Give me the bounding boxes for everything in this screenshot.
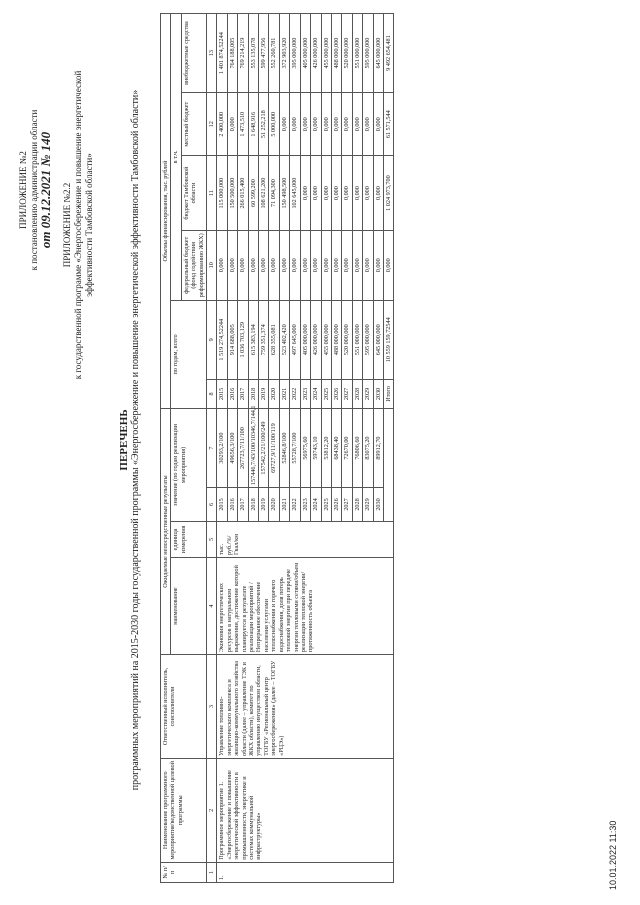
value-amount: 59743,10 [311,409,321,488]
column-number: 5 [207,521,217,557]
funding-regional: 266 015,400 [238,156,248,230]
total-extra: 9 492 654,481 [383,14,393,93]
funding-total: 455 000,000 [321,300,331,379]
funding-extra: 599 477,956 [259,14,269,93]
funding-extra: 520 000,000 [342,14,352,93]
funding-regional: 0,000 [331,156,341,230]
value-amount: 72670,00 [342,409,352,488]
funding-federal: 0,000 [248,230,258,300]
column-number: 13 [207,14,217,93]
value-year: 2021 [279,488,289,522]
funding-local: 0,000 [342,93,352,156]
funding-federal: 0,000 [373,230,383,300]
funding-regional: 115 000,000 [217,156,227,230]
funding-local: 0,000 [363,93,373,156]
document-title [118,25,142,855]
value-year: 2023 [300,488,310,522]
value-amount: 49656,3/100 [227,409,237,488]
funding-total: 405 000,000 [300,300,310,379]
funding-year: 2017 [238,379,248,408]
appendix2-title: ПРИЛОЖЕНИЕ №2.2 [62,182,72,268]
column-number: 6 [207,488,217,522]
funding-extra: 1 401 874,52244 [217,14,227,93]
funding-local: 0,000 [290,93,300,156]
total-sum: 10 559 159,72544 [383,300,393,379]
funding-total: 628 355,081 [269,300,279,379]
funding-year: 2030 [373,379,383,408]
funding-total: 645 000,000 [373,300,383,379]
value-year: 2026 [331,488,341,522]
column-number: 12 [207,93,217,156]
total-empty-value [383,409,393,522]
funding-total: 759 351,374 [259,300,269,379]
value-year: 2030 [373,488,383,522]
funding-year: 2021 [279,379,289,408]
funding-federal: 0,000 [217,230,227,300]
funding-total: 615 383,194 [248,300,258,379]
funding-regional: 102 645,000 [290,156,300,230]
funding-regional: 150 498,500 [279,156,289,230]
funding-federal: 0,000 [269,230,279,300]
funding-year: 2015 [217,379,227,408]
column-number: 8 [207,379,217,408]
header-funding-group: Объемы финансирования, тыс. рублей [161,14,171,409]
funding-extra: 405 000,000 [300,14,310,93]
funding-total: 520 000,000 [342,300,352,379]
funding-local: 1 473,510 [238,93,248,156]
column-number-row [207,14,217,883]
value-amount: 52846,8/100 [279,409,289,488]
funding-total: 497 645,000 [290,300,300,379]
value-amount: 55728,7/100 [290,409,300,488]
appendix2-program-line2: эффективности Тамбовской области» [84,153,94,297]
funding-total: 914 688,005 [227,300,237,379]
value-amount: 83075,20 [363,409,373,488]
funding-extra: 551 000,000 [352,14,362,93]
funding-year: 2028 [352,379,362,408]
funding-regional: 71 094,300 [269,156,279,230]
funding-federal: 0,000 [311,230,321,300]
funding-federal: 0,000 [321,230,331,300]
value-year: 2028 [352,488,362,522]
header-incl: в т.ч. [171,14,181,301]
header-result-name: наименование [171,558,207,655]
value-amount: 30293,2/100 [217,409,227,488]
funding-total: 551 000,000 [352,300,362,379]
funding-regional: 0,000 [321,156,331,230]
value-year: 2018 [248,488,258,522]
appendix2-program-line1: к государственной программе «Энергосбережение и повышение энергетической [73,70,83,380]
value-year: 2024 [311,488,321,522]
header-num: № п/п [161,862,207,882]
funding-year: 2027 [342,379,352,408]
funding-total: 595 000,000 [363,300,373,379]
title-perechen: ПЕРЕЧЕНЬ [118,409,130,471]
header-results-group: Ожидаемые непосредственные результаты [161,409,171,655]
header-by-year: по годам, всего [171,300,207,408]
header-name: Наименование программного мероприятия/ведомственной целевой программы [161,758,207,862]
handwritten-date-signature: от 09.12.2021 № 140 [38,131,53,249]
funding-extra: 488 000,000 [331,14,341,93]
value-year: 2020 [269,488,279,522]
funding-year: 2023 [300,379,310,408]
executor: Управление топливно-энергетического комплекса и жилищно-коммунального хозяйства области (далее – управление ТЭК и ЖКХ области), комитет по управлению имуществом области, ТОГБУ «Региональный центр энергосбережения» (далее – ТОГБУ «РЦЭ») [217,655,394,759]
column-number: 9 [207,300,217,379]
value-amount: 53812,20 [321,409,331,488]
funding-extra: 769 214,219 [238,14,248,93]
funding-extra: 764 188,005 [227,14,237,93]
value-year: 2016 [227,488,237,522]
funding-regional: 0,000 [363,156,373,230]
funding-extra: 372 903,920 [279,14,289,93]
result-name: Экономия энергетических ресурсов в натуральном выражении, достижение которой планируется в результате реализации мероприятий /Непрерывное обеспечение населения услугами теплоснабжения и горячего водоснабжения, доля потерь тепловой энергии при передаче энергии тепловыми сетями/объем реализации тепловой энергии/протяженность объекта [217,558,394,655]
funding-extra: 553 135,078 [248,14,258,93]
total-label: Итого [383,379,393,408]
funding-year: 2025 [321,379,331,408]
funding-regional: 60 599,200 [248,156,258,230]
column-number: 7 [207,409,217,488]
header-executor: Ответственный исполнитель, соисполнители [161,655,207,759]
funding-local: 0,000 [311,93,321,156]
header-extra: внебюджетные средства [181,14,206,93]
funding-local: 0,000 [331,93,341,156]
funding-federal: 0,000 [290,230,300,300]
funding-year: 2019 [259,379,269,408]
funding-regional: 0,000 [311,156,321,230]
funding-year: 2029 [363,379,373,408]
value-year: 2022 [290,488,300,522]
funding-federal: 0,000 [331,230,341,300]
header-value: значение (по годам реализации мероприятия) [171,409,207,522]
column-number: 2 [207,758,217,862]
funding-federal: 0,000 [300,230,310,300]
funding-extra: 426 000,000 [311,14,321,93]
title-description: программных мероприятий на 2015-2030 годы государственной программы «Энергосбережение и повышение энергетической эффективности Тамбовской области» [130,89,141,791]
funding-local: 1 648,916 [248,93,258,156]
value-amount: 267723,7/11/100 [238,409,248,488]
funding-federal: 0,000 [352,230,362,300]
value-year: 2017 [238,488,248,522]
total-federal: 0,000 [383,230,393,300]
funding-extra: 645 000,000 [373,14,383,93]
funding-year: 2022 [290,379,300,408]
value-amount: 69727,9/11/100/119 [269,409,279,488]
funding-regional: 0,000 [342,156,352,230]
funding-regional: 150 500,000 [227,156,237,230]
funding-federal: 0,000 [342,230,352,300]
header-unit: единица измерения [171,521,207,557]
funding-year: 2018 [248,379,258,408]
program-measures-table [160,13,394,883]
column-number: 4 [207,558,217,655]
funding-year: 2020 [269,379,279,408]
appendix2-header [62,25,95,425]
funding-local: 2 400,000 [217,93,227,156]
appendix-header [18,60,51,320]
value-amount: 56975,60 [300,409,310,488]
column-number: 10 [207,230,217,300]
value-amount: 76806,60 [352,409,362,488]
funding-total: 523 402,420 [279,300,289,379]
funding-local: 0,000 [227,93,237,156]
header-federal: федеральный бюджет (фонд содействия реформированию ЖКХ) [181,230,206,300]
column-number: 3 [207,655,217,759]
print-timestamp: 10.01.2022 11:30 [608,820,618,890]
funding-extra: 552 260,781 [269,14,279,93]
funding-regional: 0,000 [300,156,310,230]
funding-regional: 0,000 [373,156,383,230]
value-amount: 89912,70 [373,409,383,488]
funding-regional: 0,000 [352,156,362,230]
funding-regional: 108 621,200 [259,156,269,230]
funding-extra: 395 000,000 [290,14,300,93]
funding-extra: 595 000,000 [363,14,373,93]
header-local: местный бюджет [181,93,206,156]
funding-total: 426 000,000 [311,300,321,379]
table-row [217,14,227,883]
funding-federal: 0,000 [363,230,373,300]
value-year: 2015 [217,488,227,522]
funding-year: 2016 [227,379,237,408]
funding-local: 0,000 [279,93,289,156]
appendix-resolution: к постановлению администрации области [29,109,39,271]
value-amount: 157542,2/21/100/249 [259,409,269,488]
funding-total: 488 000,000 [331,300,341,379]
funding-federal: 0,000 [238,230,248,300]
funding-federal: 0,000 [227,230,237,300]
appendix-title: ПРИЛОЖЕНИЕ №2 [18,151,28,229]
funding-federal: 0,000 [259,230,269,300]
funding-local: 0,000 [321,93,331,156]
program-name: Программное мероприятие 1. «Энергосбережение и повышение энергетической эффективности в промышленности, энергетике и системах коммунальной инфраструктуры» [217,758,394,862]
header-regional: бюджет Тамбовской области [181,156,206,230]
funding-local: 0,000 [300,93,310,156]
funding-local: 5 000,000 [269,93,279,156]
funding-federal: 0,000 [279,230,289,300]
column-number: 1 [207,862,217,882]
table-body [217,14,394,883]
row-number: 1. [217,862,394,882]
value-year: 2019 [259,488,269,522]
column-number: 11 [207,156,217,230]
total-regional: 1 024 973,700 [383,156,393,230]
unit: тыс. руб./%/Гкал/км [217,521,394,557]
funding-year: 2026 [331,379,341,408]
funding-total: 1 036 703,129 [238,300,248,379]
funding-local: 51 252,218 [259,93,269,156]
value-year: 2025 [321,488,331,522]
funding-local: 0,000 [373,93,383,156]
value-amount: 68438,40 [331,409,341,488]
total-local: 61 571,544 [383,93,393,156]
funding-year: 2024 [311,379,321,408]
value-year: 2029 [363,488,373,522]
funding-total: 1 519 274,52244 [217,300,227,379]
funding-local: 0,000 [352,93,362,156]
value-amount: 157446,7/43/100/10346,7/144,1 [248,409,258,488]
value-year: 2027 [342,488,352,522]
funding-extra: 455 000,000 [321,14,331,93]
